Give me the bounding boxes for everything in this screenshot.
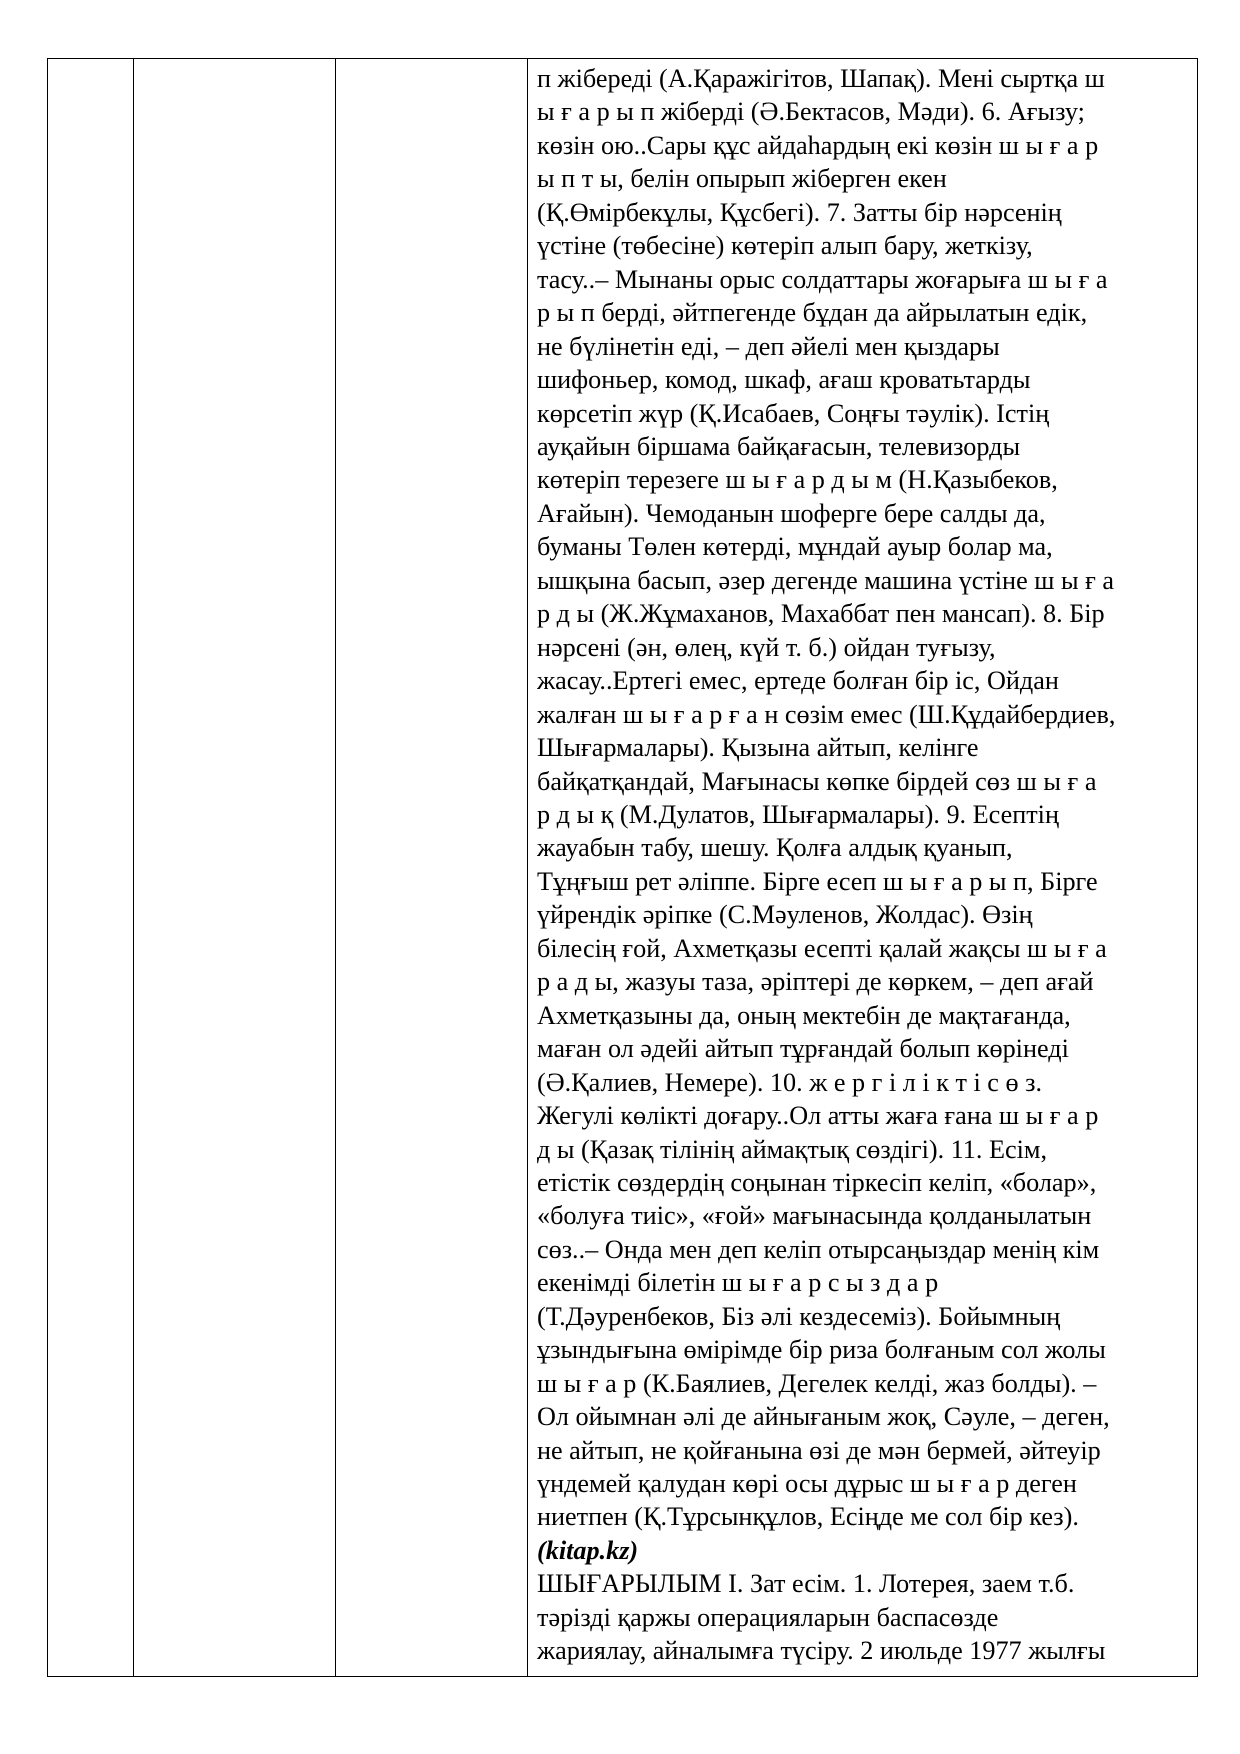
text-line: байқатқандай, Мағынасы көпке бірдей сөз ш ы ғ а xyxy=(537,766,1097,796)
text-line: нәрсені (ән, өлең, күй т. б.) ойдан туғызу, xyxy=(537,632,996,662)
text-line: маған ол әдейі айтып тұрғандай болып көрінеді xyxy=(537,1034,1069,1064)
text-line: Жегулі көлікті доғару..Ол атты жаға ғана ш ы ғ а р xyxy=(537,1101,1099,1131)
text-line: жауабын табу, шешу. Қолға алдық қуанып, xyxy=(537,833,1013,863)
definition-text-block xyxy=(537,62,1191,1534)
text-line: (Т.Дәуренбеков, Біз әлі кездесеміз). Бойымның xyxy=(537,1301,1061,1331)
text-line: үйрендік әріпке (С.Мәуленов, Жолдас). Өзің xyxy=(537,900,1033,930)
definition-text-cell xyxy=(528,59,1198,1677)
text-line: Ахметқазыны да, оның мектебін де мақтағанда, xyxy=(537,1000,1071,1030)
text-line: р а д ы, жазуы таза, әріптері де көркем, – деп ағай xyxy=(537,967,1094,997)
text-line: не бүлінетін еді, – деп әйелі мен қыздары xyxy=(537,331,1000,361)
text-line: етістік сөздердің соңынан тіркесіп келіп, «болар», xyxy=(537,1167,1097,1197)
text-line: білесің ғой, Ахметқазы есепті қалай жақсы ш ы ғ а xyxy=(537,933,1107,963)
text-line: тәрізді қаржы операцияларын баспасөзде xyxy=(537,1602,999,1632)
text-line: шифоньер, комод, шкаф, ағаш кроватьтарды xyxy=(537,365,1031,395)
text-line: жариялау, айналымға түсіру. 2 июльде 1977 жылғы xyxy=(537,1636,1106,1666)
text-line: ШЫҒАРЫЛЫМ I. Зат есім. 1. Лотерея, заем т.б. xyxy=(537,1569,1075,1599)
text-line: жасау..Ертегі емес, ертеде болған бір іс, Ойдан xyxy=(537,666,1059,696)
text-line: Ол ойымнан әлі де айнығаным жоқ, Сәуле, – деген, xyxy=(537,1402,1110,1432)
table-row xyxy=(48,59,1198,1677)
table-cell-2 xyxy=(134,59,336,1677)
text-line: ауқайын біршама байқағасын, телевизорды xyxy=(537,431,1021,461)
text-line: буманы Төлен көтерді, мұндай ауыр болар ма, xyxy=(537,532,1053,562)
dictionary-table xyxy=(47,58,1198,1677)
text-line: п жібереді (А.Қаражігітов, Шапақ). Мені сыртқа ш xyxy=(537,64,1105,93)
text-line: көзін ою..Сары құс айдаһардың екі көзін ш ы ғ а р xyxy=(537,130,1099,160)
text-line: «болуға тиіс», «ғой» мағынасында қолданылатын xyxy=(537,1201,1092,1231)
text-line: сөз..– Онда мен деп келіп отырсаңыздар менің кім xyxy=(537,1234,1100,1264)
text-line: Ағайын). Чемоданын шоферге бере салды да, xyxy=(537,498,1046,528)
text-line: үстіне (төбесіне) көтеріп алып бару, жеткізу, xyxy=(537,231,1033,261)
text-line: ышқына басып, әзер дегенде машина үстіне ш ы ғ а xyxy=(537,565,1115,595)
table-cell-3 xyxy=(336,59,528,1677)
text-line: ұзындығына өмірімде бір риза болғаным сол жолы xyxy=(537,1335,1106,1365)
text-line: р ы п берді, әйтпегенде бұдан да айрылатын едік, xyxy=(537,298,1088,328)
text-line: жалған ш ы ғ а р ғ а н сөзім емес (Ш.Құдайбердиев, xyxy=(537,699,1116,729)
text-line: р д ы (Ж.Жұмаханов, Махаббат пен мансап). 8. Бір xyxy=(537,599,1105,629)
text-line: (Ә.Қалиев, Немере). 10. ж е р г і л і к т і с ө з. xyxy=(537,1067,1042,1097)
text-line: р д ы қ (М.Дулатов, Шығармалары). 9. Есептің xyxy=(537,799,1059,829)
text-line: үндемей қалудан көрі осы дұрыс ш ы ғ а р деген xyxy=(537,1469,1077,1499)
next-entry-text-block xyxy=(537,1567,1191,1667)
text-line: ы ғ а р ы п жіберді (Ә.Бектасов, Мәди). 6. Ағызу; xyxy=(537,97,1085,127)
text-line: (Қ.Өмірбекұлы, Құсбегі). 7. Затты бір нәрсенің xyxy=(537,197,1062,227)
text-line: Шығармалары). Қызына айтып, келінге xyxy=(537,733,979,763)
text-line: ы п т ы, белін опырып жіберген екен xyxy=(537,164,947,194)
text-line: көтеріп терезеге ш ы ғ а р д ы м (Н.Қазыбеков, xyxy=(537,465,1058,495)
text-line: д ы (Қазақ тілінің аймақтық сөздігі). 11. Есім, xyxy=(537,1134,1048,1164)
table-cell-1 xyxy=(48,59,134,1677)
source-reference: (kitap.kz) xyxy=(537,1535,639,1565)
text-line: ниетпен (Қ.Тұрсынқұлов, Есіңде ме сол бір кез). xyxy=(537,1502,1079,1532)
text-line: көрсетіп жүр (Қ.Исабаев, Соңғы тәулік). Істің xyxy=(537,398,1050,428)
text-line: Тұңғыш рет әліппе. Бірге есеп ш ы ғ а р ы п, Бірге xyxy=(537,866,1098,896)
text-line: екенімді білетін ш ы ғ а р с ы з д а р xyxy=(537,1268,939,1298)
text-line: ш ы ғ а р (К.Баялиев, Дегелек келді, жаз болды). – xyxy=(537,1368,1097,1398)
text-line: не айтып, не қойғанына өзі де мән бермей, әйтеуір xyxy=(537,1435,1101,1465)
text-line: тасу..– Мынаны орыс солдаттары жоғарыға ш ы ғ а xyxy=(537,264,1108,294)
